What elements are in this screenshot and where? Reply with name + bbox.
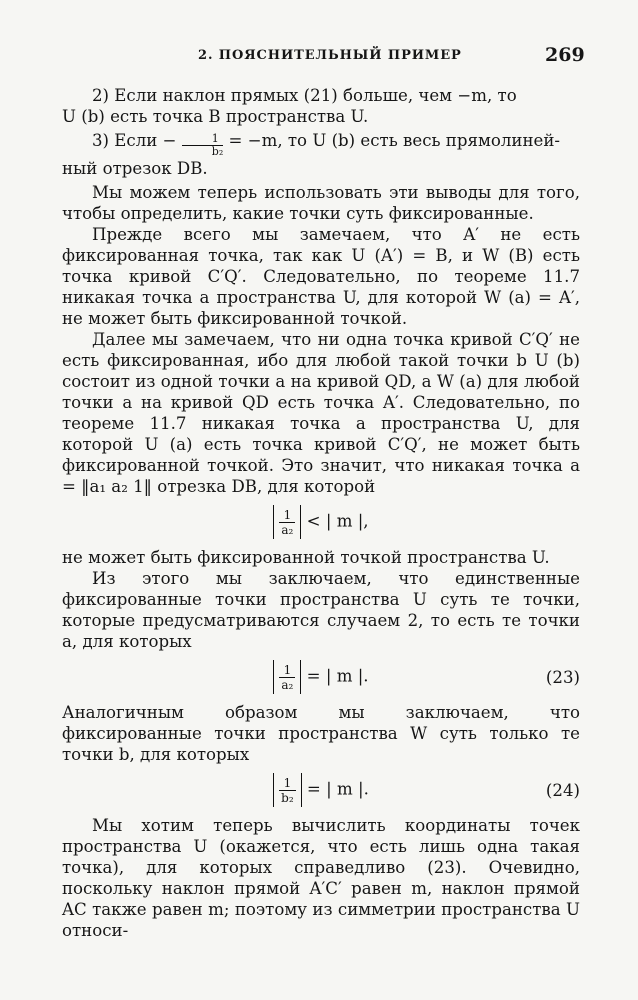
formula-23-label: (23) xyxy=(545,668,580,687)
formula-24-body xyxy=(62,773,580,807)
formula-23-rhs: = | m |. xyxy=(306,666,369,686)
case-2-line-1: 2) Если наклон прямых (21) больше, чем −m, то xyxy=(92,86,517,105)
formula-23-denominator: a₂ xyxy=(281,678,294,692)
paragraph-a-prime: Прежде всего мы замечаем, что A′ не есть фиксированная точка, так как U (A′) = B, и W (B) есть точка кривой C′Q′. Следовательно, по теореме 11.7 никакая точка a пространства U, для которой W (a) = A′, не может быть фиксированной точкой. xyxy=(62,225,580,328)
formula-inequality-body xyxy=(62,505,580,539)
page-number: 269 xyxy=(545,44,585,66)
formula-24-fraction xyxy=(279,776,296,805)
formula-24 xyxy=(62,765,580,815)
formula-23 xyxy=(62,652,580,702)
paragraph-unique-fixed: Из этого мы заключаем, что единственные фиксированные точки пространства U суть те точки, которые предусматриваются случаем 2, то есть те точки a, для которых xyxy=(62,569,580,651)
case-2-line-2: U (b) есть точка B пространства U. xyxy=(62,107,369,126)
running-head xyxy=(0,46,638,68)
paragraph-coordinates: Мы хотим теперь вычислить координаты точек пространства U (окажется, что есть лишь одна такая точка), для которых справедливо (23). Очевидно, поскольку наклон прямой A′C′ равен m, наклон прямой AC также равен m; поэтому из симметрии пространства U относи- xyxy=(62,816,580,940)
case-3-line-2: ный отрезок DB. xyxy=(62,159,208,178)
case-3-fraction-denominator: b₂ xyxy=(211,145,224,158)
formula-inequality-rhs: < | m |, xyxy=(306,511,369,531)
case-3-line-1 xyxy=(62,130,580,158)
paragraph-conclusions: Мы можем теперь использовать эти выводы для того, чтобы определить, какие точки суть фиксированные. xyxy=(62,183,580,223)
case-3-end: = −m, то U (b) есть весь прямолиней- xyxy=(228,131,560,150)
formula-23-numerator: 1 xyxy=(279,663,295,678)
formula-inequality-fraction xyxy=(279,508,295,537)
case-3-start: 3) Если − xyxy=(92,131,177,150)
formula-23-abs xyxy=(273,660,301,694)
formula-24-numerator: 1 xyxy=(279,776,296,791)
formula-23-body xyxy=(62,660,580,694)
formula-inequality-abs xyxy=(273,505,301,539)
main-text xyxy=(62,85,580,941)
formula-24-rhs: = | m |. xyxy=(306,779,369,799)
formula-inequality-numerator: 1 xyxy=(279,508,295,523)
formula-24-abs xyxy=(273,773,302,807)
case-3-fraction-numerator: 1 xyxy=(182,133,223,146)
paragraph-curve-cq: Далее мы замечаем, что ни одна точка кривой C′Q′ не есть фиксированная, ибо для любой такой точки b U (b) состоит из одной точки a на кривой QD, а W (a) для любой точки a на кривой QD есть точка A′. Следовательно, по теореме 11.7 никакая точка a пространства U, для которой U (a) есть точка кривой C′Q′, не может быть фиксированной точкой. Это значит, что никакая точка a = ‖a₁ a₂ 1‖ отрезка DB, для которой xyxy=(62,330,580,496)
section-title: 2. ПОЯСНИТЕЛЬНЫЙ ПРИМЕР xyxy=(198,48,462,63)
paragraph-not-fixed: не может быть фиксированной точкой пространства U. xyxy=(62,548,550,567)
formula-24-denominator: b₂ xyxy=(281,791,294,805)
case-3-fraction xyxy=(182,133,223,158)
formula-inequality-denominator: a₂ xyxy=(281,523,294,537)
formula-24-label: (24) xyxy=(545,781,580,800)
formula-inequality xyxy=(62,497,580,547)
formula-23-fraction xyxy=(279,663,295,692)
paragraph-analogous: Аналогичным образом мы заключаем, что фиксированные точки пространства W суть только те точки b, для которых xyxy=(62,703,580,764)
